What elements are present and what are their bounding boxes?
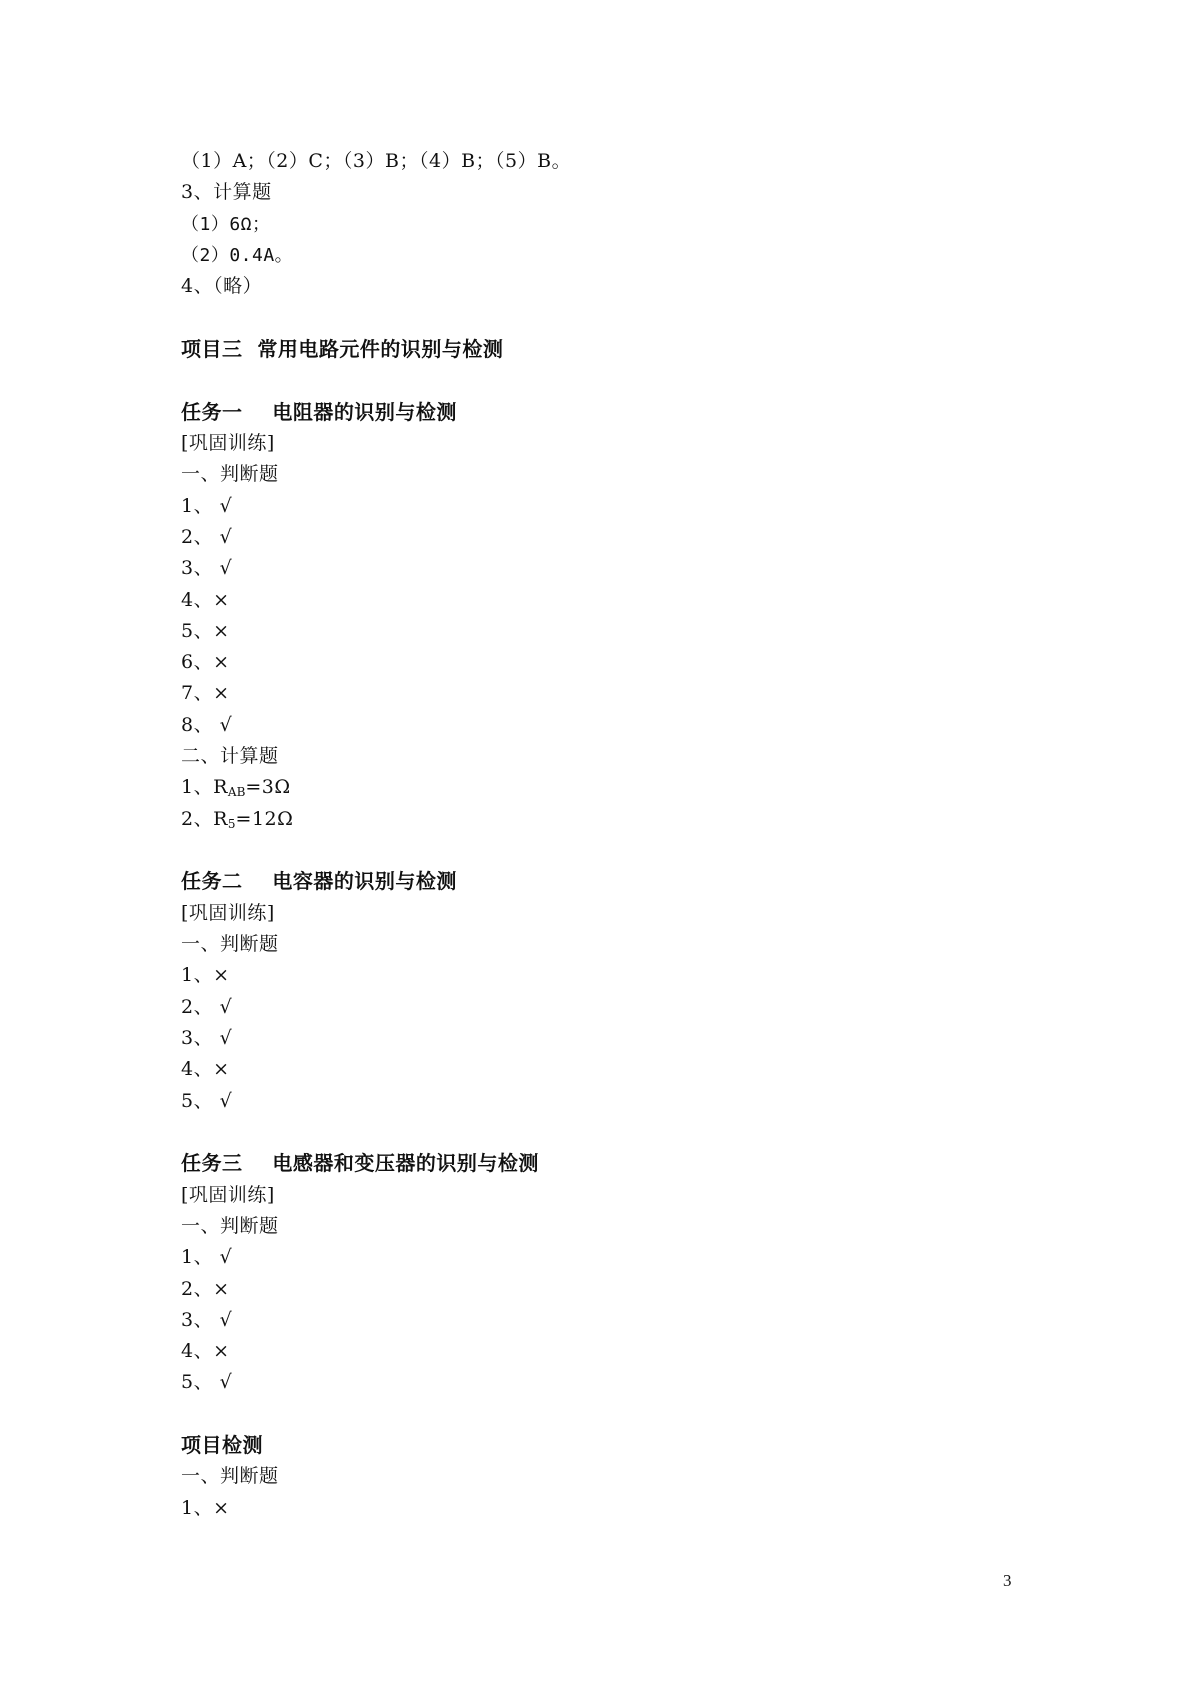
list-item: 5、× [181, 619, 230, 642]
calc-prefix: 2、R [181, 807, 228, 830]
page-number: 3 [1003, 1571, 1012, 1590]
list-item: 1、× [181, 1496, 230, 1519]
judgement-heading: 一、判断题 [181, 1214, 279, 1237]
calc-answer-rab [181, 772, 1021, 803]
list-item: 1、 √ [181, 494, 233, 517]
calc-heading: 二、计算题 [181, 745, 279, 768]
calc-answer-1: （1）6Ω； [181, 213, 271, 235]
list-item: 2、× [181, 1277, 230, 1300]
item-4-omitted: 4、（略） [181, 275, 263, 298]
list-item: 6、× [181, 651, 230, 674]
list-item: 8、 √ [181, 713, 233, 736]
list-item: 3、 √ [181, 1308, 233, 1331]
calc-prefix: 1、R [181, 776, 228, 799]
calc-answer-r5 [181, 804, 1021, 835]
list-item: 2、 √ [181, 995, 233, 1018]
project-three-title: 项目三 常用电路元件的识别与检测 [181, 336, 504, 361]
list-item: 1、 √ [181, 1246, 233, 1269]
list-item: 3、 √ [181, 557, 233, 580]
training-label: [巩固训练] [181, 1183, 275, 1206]
judgement-list [181, 491, 1021, 741]
list-item: 7、× [181, 682, 230, 705]
calc-subscript: 5 [227, 816, 236, 831]
list-item: 4、× [181, 588, 230, 611]
calc-suffix: =12Ω [235, 807, 294, 830]
list-item: 4、× [181, 1058, 230, 1081]
list-item: 1、× [181, 964, 230, 987]
page-content [181, 146, 1021, 1524]
calc-answer-2: （2）0.4A。 [181, 244, 294, 266]
list-item: 4、× [181, 1340, 230, 1363]
project-check-title: 项目检测 [181, 1433, 263, 1458]
judgement-heading: 一、判断题 [181, 933, 279, 956]
judgement-list [181, 1493, 1021, 1524]
judgement-heading: 一、判断题 [181, 463, 279, 486]
list-item: 5、 √ [181, 1371, 233, 1394]
calc-heading: 3、计算题 [181, 181, 272, 204]
calc-suffix: =3Ω [245, 776, 291, 799]
judgement-list [181, 1242, 1021, 1398]
task-three-title: 任务三 电感器和变压器的识别与检测 [181, 1151, 539, 1176]
list-item: 3、 √ [181, 1026, 233, 1049]
multiple-choice-answers: （1）A；（2）C；（3）B；（4）B；（5）B。 [181, 150, 572, 172]
list-item: 2、 √ [181, 525, 233, 548]
judgement-list [181, 960, 1021, 1116]
task-one-title: 任务一 电阻器的识别与检测 [181, 399, 457, 424]
judgement-heading: 一、判断题 [181, 1465, 279, 1488]
training-label: [巩固训练] [181, 901, 275, 924]
calc-subscript: AB [227, 785, 246, 800]
list-item: 5、 √ [181, 1089, 233, 1112]
task-two-title: 任务二 电容器的识别与检测 [181, 869, 457, 894]
training-label: [巩固训练] [181, 432, 275, 455]
